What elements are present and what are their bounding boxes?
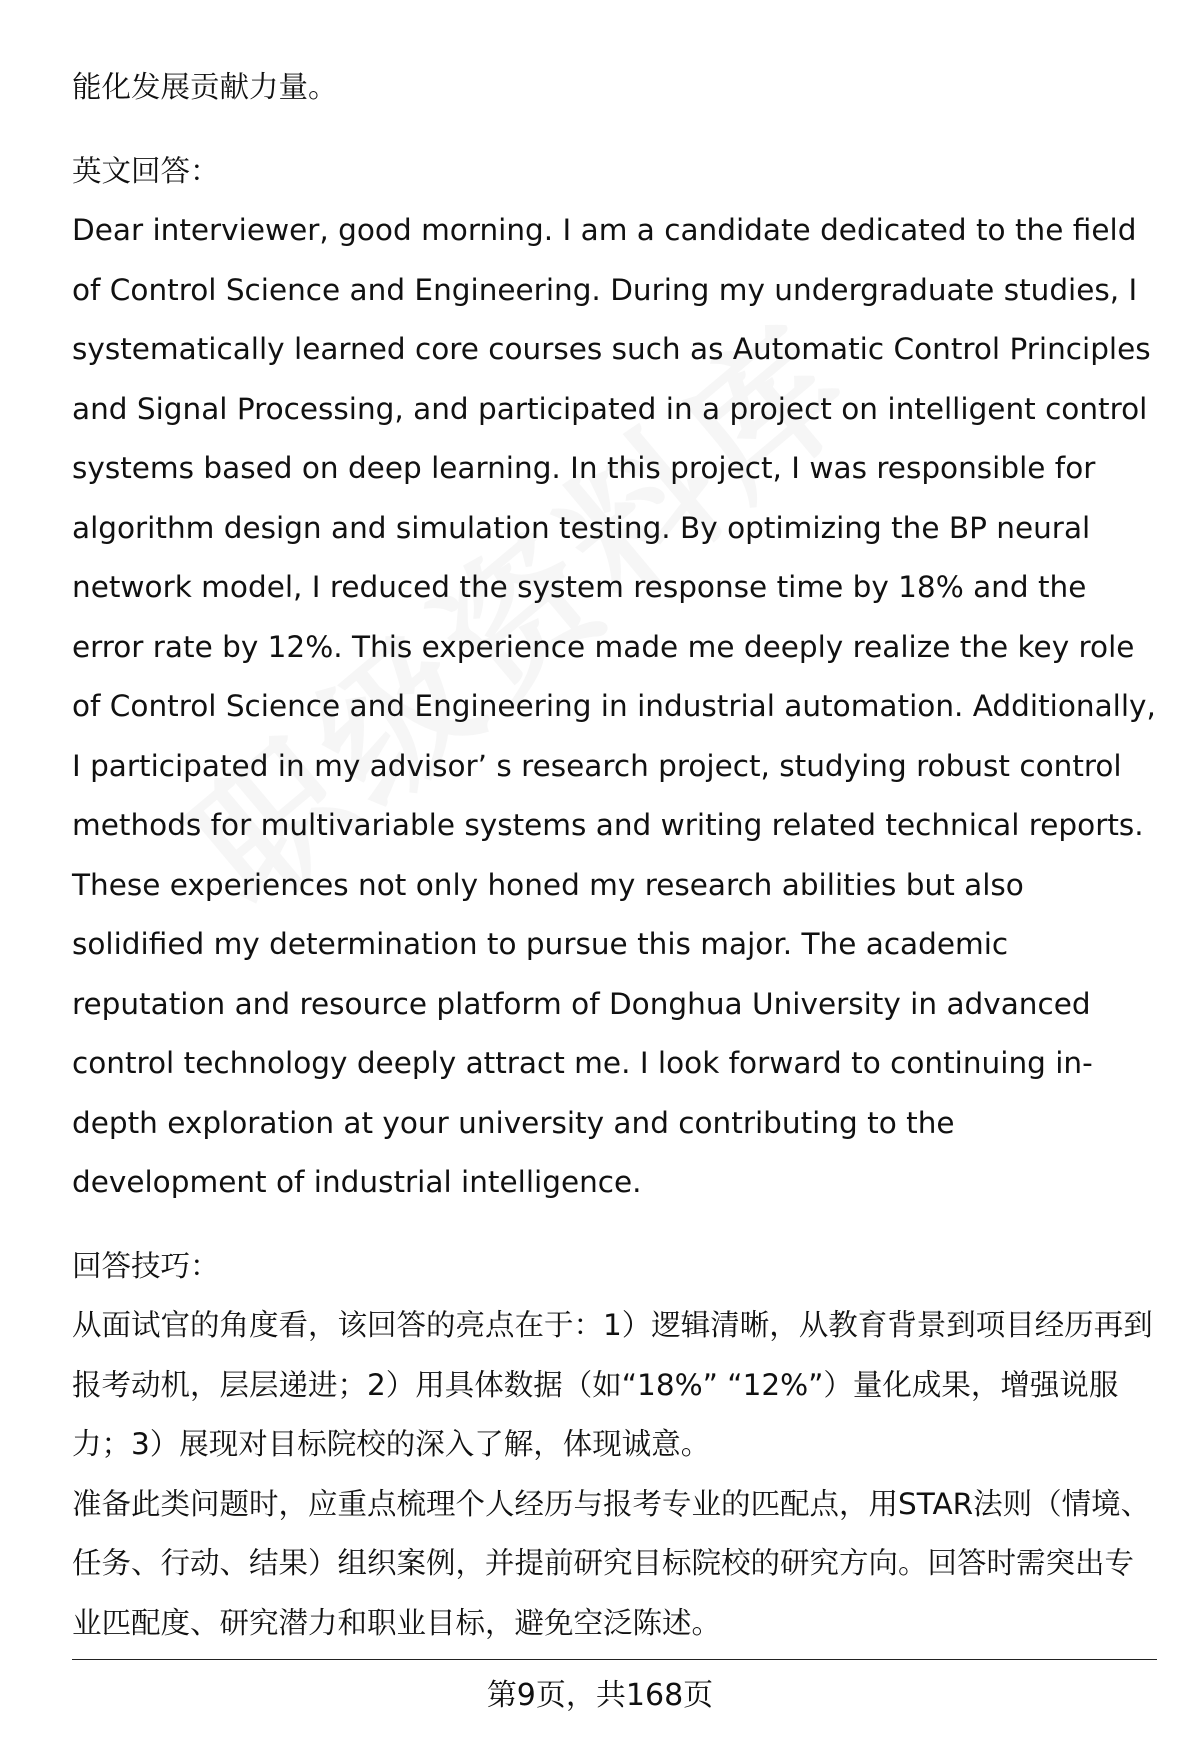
page-number: 第9页，共168页 (486, 1678, 714, 1713)
intro-tail-text: 能化发展贡献力量。 (72, 70, 338, 104)
english-answer-heading: 英文回答： (72, 153, 220, 188)
english-answer-body: Dear interviewer, good morning. I am a candidate dedicated to the field of Control Science and Engineering. During my undergraduate studies, I systematically learned core courses such as Automatic Control Principles and Signal Processing, and participated in a project on intelligent control systems based on deep learning. In this project, I was responsible for algorithm design and simulation testing. By optimizing the BP neural network model, I reduced the system response time by 18% and the error rate by 12%. This experience made me deeply realize the key role of Control Science and Engineering in industrial automation. Additionally, I participated in my advisor’ s research project, studying robust control methods for multivariable systems and writing related technical reports. These experiences not only honed my research abilities but also solidified my determination to pursue this major. The academic reputation and resource platform of Donghua University in advanced control technology deeply attract me. I look forward to continuing in-depth exploration at your university and contributing to the development of industrial intelligence. (72, 213, 1156, 1199)
tips-paragraph-1: 从面试官的角度看，该回答的亮点在于：1）逻辑清晰，从教育背景到项目经历再到报考动机，层层递进；2）用具体数据（如“18%” “12%”）量化成果，增强说服力；3）展现对目标院校的深入了解，体现诚意。 (72, 1308, 1153, 1461)
tips-paragraph-2: 准备此类问题时，应重点梳理个人经历与报考专业的匹配点，用STAR法则（情境、任务、行动、结果）组织案例，并提前研究目标院校的研究方向。回答时需突出专业匹配度、研究潜力和职业目标，避免空泛陈述。 (72, 1486, 1151, 1640)
page-content (72, 58, 1157, 1653)
tips-heading: 回答技巧： (72, 1248, 220, 1283)
footer-divider (72, 1659, 1157, 1660)
